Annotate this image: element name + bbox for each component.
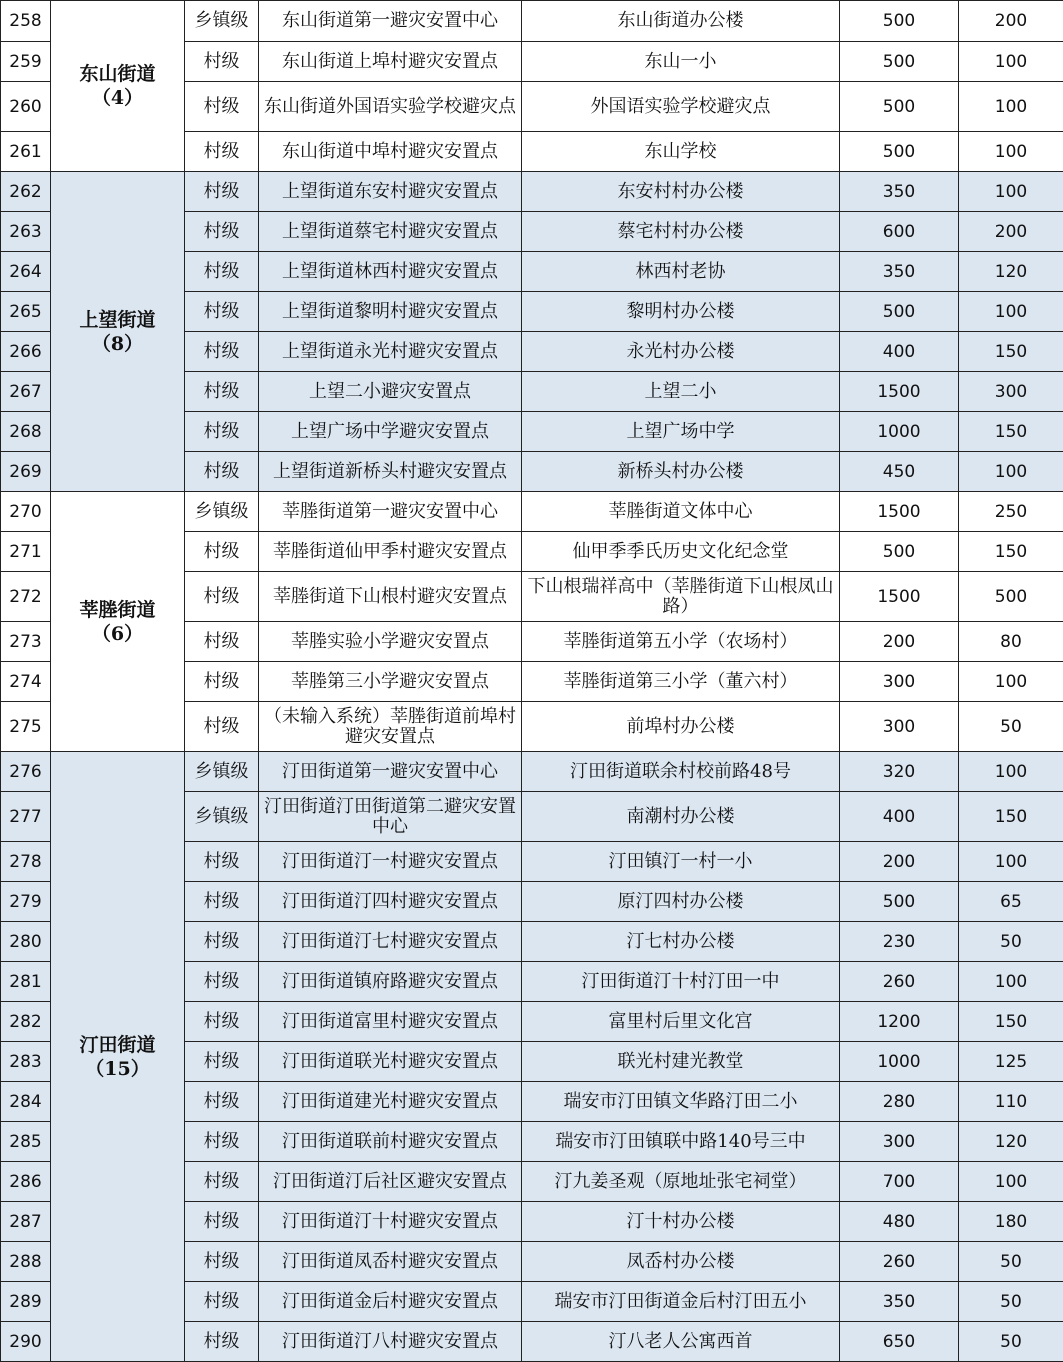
location-cell: 仙甲季季氏历史文化纪念堂 — [522, 532, 840, 572]
capacity-cell: 350 — [840, 1282, 959, 1322]
people-cell: 65 — [959, 882, 1063, 922]
location-cell: 莘塍街道第三小学（董六村） — [522, 662, 840, 702]
location-cell: 南潮村办公楼 — [522, 792, 840, 842]
shelter-name-cell: 汀田街道汀田街道第二避灾安置中心 — [259, 792, 522, 842]
capacity-cell: 500 — [840, 292, 959, 332]
level-cell: 村级 — [185, 1042, 259, 1082]
location-cell: 东安村村办公楼 — [522, 172, 840, 212]
row-number: 272 — [1, 572, 51, 622]
capacity-cell: 1000 — [840, 1042, 959, 1082]
level-cell: 村级 — [185, 292, 259, 332]
people-cell: 100 — [959, 662, 1063, 702]
capacity-cell: 1200 — [840, 1002, 959, 1042]
shelter-name-cell: 上望广场中学避灾安置点 — [259, 412, 522, 452]
people-cell: 100 — [959, 82, 1063, 132]
location-cell: 瑞安市汀田街道金后村汀田五小 — [522, 1282, 840, 1322]
row-number: 274 — [1, 662, 51, 702]
row-number: 259 — [1, 42, 51, 82]
capacity-cell: 1000 — [840, 412, 959, 452]
people-cell: 500 — [959, 572, 1063, 622]
capacity-cell: 230 — [840, 922, 959, 962]
row-number: 271 — [1, 532, 51, 572]
capacity-cell: 500 — [840, 532, 959, 572]
shelter-name-cell: 汀田街道凤岙村避灾安置点 — [259, 1242, 522, 1282]
table-row — [1, 492, 1063, 532]
people-cell: 180 — [959, 1202, 1063, 1242]
district-count: （6） — [54, 622, 181, 646]
level-cell: 村级 — [185, 1162, 259, 1202]
level-cell: 村级 — [185, 1282, 259, 1322]
location-cell: 外国语实验学校避灾点 — [522, 82, 840, 132]
people-cell: 150 — [959, 412, 1063, 452]
row-number: 275 — [1, 702, 51, 752]
people-cell: 100 — [959, 132, 1063, 172]
location-cell: 汀田街道汀十村汀田一中 — [522, 962, 840, 1002]
people-cell: 100 — [959, 172, 1063, 212]
shelter-name-cell: 汀田街道建光村避灾安置点 — [259, 1082, 522, 1122]
people-cell: 100 — [959, 42, 1063, 82]
location-cell: 汀田镇汀一村一小 — [522, 842, 840, 882]
location-cell: 莘塍街道第五小学（农场村） — [522, 622, 840, 662]
capacity-cell: 300 — [840, 662, 959, 702]
row-number: 270 — [1, 492, 51, 532]
location-cell: 瑞安市汀田镇文华路汀田二小 — [522, 1082, 840, 1122]
level-cell: 村级 — [185, 452, 259, 492]
people-cell: 200 — [959, 1, 1063, 42]
capacity-cell: 600 — [840, 212, 959, 252]
capacity-cell: 500 — [840, 882, 959, 922]
row-number: 277 — [1, 792, 51, 842]
shelter-name-cell: 莘塍第三小学避灾安置点 — [259, 662, 522, 702]
row-number: 269 — [1, 452, 51, 492]
people-cell: 100 — [959, 752, 1063, 792]
location-cell: 汀九姜圣观（原地址张宅祠堂） — [522, 1162, 840, 1202]
capacity-cell: 300 — [840, 1122, 959, 1162]
row-number: 267 — [1, 372, 51, 412]
people-cell: 100 — [959, 452, 1063, 492]
district-name: 上望街道 — [54, 308, 181, 332]
level-cell: 村级 — [185, 82, 259, 132]
capacity-cell: 200 — [840, 842, 959, 882]
shelter-name-cell: 上望街道蔡宅村避灾安置点 — [259, 212, 522, 252]
shelter-name-cell: 东山街道外国语实验学校避灾点 — [259, 82, 522, 132]
shelter-name-cell: 汀田街道联光村避灾安置点 — [259, 1042, 522, 1082]
district-name: 东山街道 — [54, 62, 181, 86]
level-cell: 村级 — [185, 332, 259, 372]
row-number: 279 — [1, 882, 51, 922]
people-cell: 50 — [959, 1242, 1063, 1282]
shelter-name-cell: 汀田街道汀十村避灾安置点 — [259, 1202, 522, 1242]
row-number: 290 — [1, 1322, 51, 1362]
row-number: 284 — [1, 1082, 51, 1122]
location-cell: 富里村后里文化宫 — [522, 1002, 840, 1042]
level-cell: 村级 — [185, 172, 259, 212]
row-number: 263 — [1, 212, 51, 252]
row-number: 286 — [1, 1162, 51, 1202]
capacity-cell: 500 — [840, 1, 959, 42]
capacity-cell: 320 — [840, 752, 959, 792]
table-row — [1, 1, 1063, 42]
level-cell: 村级 — [185, 1322, 259, 1362]
shelter-name-cell: 东山街道中埠村避灾安置点 — [259, 132, 522, 172]
location-cell: 联光村建光教堂 — [522, 1042, 840, 1082]
level-cell: 村级 — [185, 1002, 259, 1042]
level-cell: 村级 — [185, 532, 259, 572]
capacity-cell: 700 — [840, 1162, 959, 1202]
shelter-name-cell: 汀田街道镇府路避灾安置点 — [259, 962, 522, 1002]
level-cell: 村级 — [185, 132, 259, 172]
capacity-cell: 1500 — [840, 492, 959, 532]
people-cell: 50 — [959, 1322, 1063, 1362]
district-name: 汀田街道 — [54, 1033, 181, 1057]
shelter-name-cell: 莘塍街道仙甲季村避灾安置点 — [259, 532, 522, 572]
capacity-cell: 1500 — [840, 372, 959, 412]
people-cell: 120 — [959, 1122, 1063, 1162]
people-cell: 100 — [959, 292, 1063, 332]
capacity-cell: 260 — [840, 962, 959, 1002]
shelter-name-cell: 莘塍街道第一避灾安置中心 — [259, 492, 522, 532]
level-cell: 乡镇级 — [185, 1, 259, 42]
level-cell: 村级 — [185, 1082, 259, 1122]
row-number: 285 — [1, 1122, 51, 1162]
row-number: 280 — [1, 922, 51, 962]
row-number: 264 — [1, 252, 51, 292]
shelter-name-cell: 汀田街道汀一村避灾安置点 — [259, 842, 522, 882]
shelter-name-cell: 汀田街道金后村避灾安置点 — [259, 1282, 522, 1322]
level-cell: 村级 — [185, 662, 259, 702]
people-cell: 150 — [959, 792, 1063, 842]
shelter-name-cell: 东山街道第一避灾安置中心 — [259, 1, 522, 42]
shelter-name-cell: 上望街道新桥头村避灾安置点 — [259, 452, 522, 492]
level-cell: 村级 — [185, 922, 259, 962]
shelter-name-cell: 汀田街道汀七村避灾安置点 — [259, 922, 522, 962]
people-cell: 150 — [959, 1002, 1063, 1042]
row-number: 260 — [1, 82, 51, 132]
capacity-cell: 300 — [840, 702, 959, 752]
district-count: （15） — [54, 1057, 181, 1081]
shelter-name-cell: 上望街道黎明村避灾安置点 — [259, 292, 522, 332]
people-cell: 120 — [959, 252, 1063, 292]
level-cell: 乡镇级 — [185, 752, 259, 792]
location-cell: 前埠村办公楼 — [522, 702, 840, 752]
people-cell: 80 — [959, 622, 1063, 662]
row-number: 283 — [1, 1042, 51, 1082]
level-cell: 村级 — [185, 572, 259, 622]
level-cell: 村级 — [185, 702, 259, 752]
level-cell: 村级 — [185, 252, 259, 292]
people-cell: 100 — [959, 962, 1063, 1002]
capacity-cell: 450 — [840, 452, 959, 492]
people-cell: 50 — [959, 922, 1063, 962]
location-cell: 新桥头村办公楼 — [522, 452, 840, 492]
row-number: 268 — [1, 412, 51, 452]
capacity-cell: 400 — [840, 332, 959, 372]
shelter-name-cell: 汀田街道联前村避灾安置点 — [259, 1122, 522, 1162]
location-cell: 汀十村办公楼 — [522, 1202, 840, 1242]
row-number: 258 — [1, 1, 51, 42]
level-cell: 村级 — [185, 412, 259, 452]
level-cell: 村级 — [185, 622, 259, 662]
people-cell: 300 — [959, 372, 1063, 412]
district-cell — [51, 492, 185, 752]
level-cell: 村级 — [185, 842, 259, 882]
location-cell: 莘塍街道文体中心 — [522, 492, 840, 532]
level-cell: 村级 — [185, 882, 259, 922]
location-cell: 林西村老协 — [522, 252, 840, 292]
people-cell: 150 — [959, 332, 1063, 372]
level-cell: 村级 — [185, 42, 259, 82]
district-cell — [51, 752, 185, 1362]
capacity-cell: 260 — [840, 1242, 959, 1282]
level-cell: 村级 — [185, 372, 259, 412]
row-number: 273 — [1, 622, 51, 662]
row-number: 276 — [1, 752, 51, 792]
table-body — [1, 1, 1063, 1362]
location-cell: 瑞安市汀田镇联中路140号三中 — [522, 1122, 840, 1162]
level-cell: 乡镇级 — [185, 492, 259, 532]
people-cell: 50 — [959, 702, 1063, 752]
shelter-name-cell: 莘塍实验小学避灾安置点 — [259, 622, 522, 662]
row-number: 281 — [1, 962, 51, 1002]
location-cell: 东山学校 — [522, 132, 840, 172]
location-cell: 东山街道办公楼 — [522, 1, 840, 42]
location-cell: 蔡宅村村办公楼 — [522, 212, 840, 252]
capacity-cell: 400 — [840, 792, 959, 842]
table-row — [1, 172, 1063, 212]
shelter-name-cell: 上望街道永光村避灾安置点 — [259, 332, 522, 372]
people-cell: 125 — [959, 1042, 1063, 1082]
district-count: （8） — [54, 332, 181, 356]
capacity-cell: 500 — [840, 132, 959, 172]
location-cell: 汀七村办公楼 — [522, 922, 840, 962]
location-cell: 永光村办公楼 — [522, 332, 840, 372]
shelter-name-cell: 汀田街道汀四村避灾安置点 — [259, 882, 522, 922]
location-cell: 汀田街道联余村校前路48号 — [522, 752, 840, 792]
capacity-cell: 1500 — [840, 572, 959, 622]
people-cell: 150 — [959, 532, 1063, 572]
location-cell: 凤岙村办公楼 — [522, 1242, 840, 1282]
level-cell: 村级 — [185, 212, 259, 252]
people-cell: 100 — [959, 1162, 1063, 1202]
table-row — [1, 752, 1063, 792]
row-number: 266 — [1, 332, 51, 372]
capacity-cell: 350 — [840, 252, 959, 292]
shelter-name-cell: （未输入系统）莘塍街道前埠村避灾安置点 — [259, 702, 522, 752]
row-number: 288 — [1, 1242, 51, 1282]
row-number: 262 — [1, 172, 51, 212]
location-cell: 下山根瑞祥高中（莘塍街道下山根凤山路） — [522, 572, 840, 622]
level-cell: 乡镇级 — [185, 792, 259, 842]
shelter-name-cell: 上望街道林西村避灾安置点 — [259, 252, 522, 292]
shelter-name-cell: 莘塍街道下山根村避灾安置点 — [259, 572, 522, 622]
shelter-name-cell: 汀田街道第一避灾安置中心 — [259, 752, 522, 792]
capacity-cell: 480 — [840, 1202, 959, 1242]
shelter-name-cell: 上望街道东安村避灾安置点 — [259, 172, 522, 212]
shelter-name-cell: 汀田街道富里村避灾安置点 — [259, 1002, 522, 1042]
location-cell: 原汀四村办公楼 — [522, 882, 840, 922]
people-cell: 200 — [959, 212, 1063, 252]
row-number: 265 — [1, 292, 51, 332]
capacity-cell: 500 — [840, 42, 959, 82]
level-cell: 村级 — [185, 1122, 259, 1162]
location-cell: 黎明村办公楼 — [522, 292, 840, 332]
row-number: 261 — [1, 132, 51, 172]
row-number: 287 — [1, 1202, 51, 1242]
district-count: （4） — [54, 86, 181, 110]
capacity-cell: 350 — [840, 172, 959, 212]
capacity-cell: 200 — [840, 622, 959, 662]
level-cell: 村级 — [185, 1242, 259, 1282]
people-cell: 100 — [959, 842, 1063, 882]
capacity-cell: 650 — [840, 1322, 959, 1362]
capacity-cell: 500 — [840, 82, 959, 132]
capacity-cell: 280 — [840, 1082, 959, 1122]
row-number: 278 — [1, 842, 51, 882]
people-cell: 250 — [959, 492, 1063, 532]
district-cell — [51, 172, 185, 492]
level-cell: 村级 — [185, 1202, 259, 1242]
people-cell: 50 — [959, 1282, 1063, 1322]
row-number: 282 — [1, 1002, 51, 1042]
location-cell: 东山一小 — [522, 42, 840, 82]
district-cell — [51, 1, 185, 172]
row-number: 289 — [1, 1282, 51, 1322]
people-cell: 110 — [959, 1082, 1063, 1122]
level-cell: 村级 — [185, 962, 259, 1002]
shelter-name-cell: 汀田街道汀后社区避灾安置点 — [259, 1162, 522, 1202]
location-cell: 上望二小 — [522, 372, 840, 412]
location-cell: 上望广场中学 — [522, 412, 840, 452]
district-name: 莘塍街道 — [54, 598, 181, 622]
shelter-name-cell: 汀田街道汀八村避灾安置点 — [259, 1322, 522, 1362]
shelter-name-cell: 上望二小避灾安置点 — [259, 372, 522, 412]
shelter-name-cell: 东山街道上埠村避灾安置点 — [259, 42, 522, 82]
location-cell: 汀八老人公寓西首 — [522, 1322, 840, 1362]
